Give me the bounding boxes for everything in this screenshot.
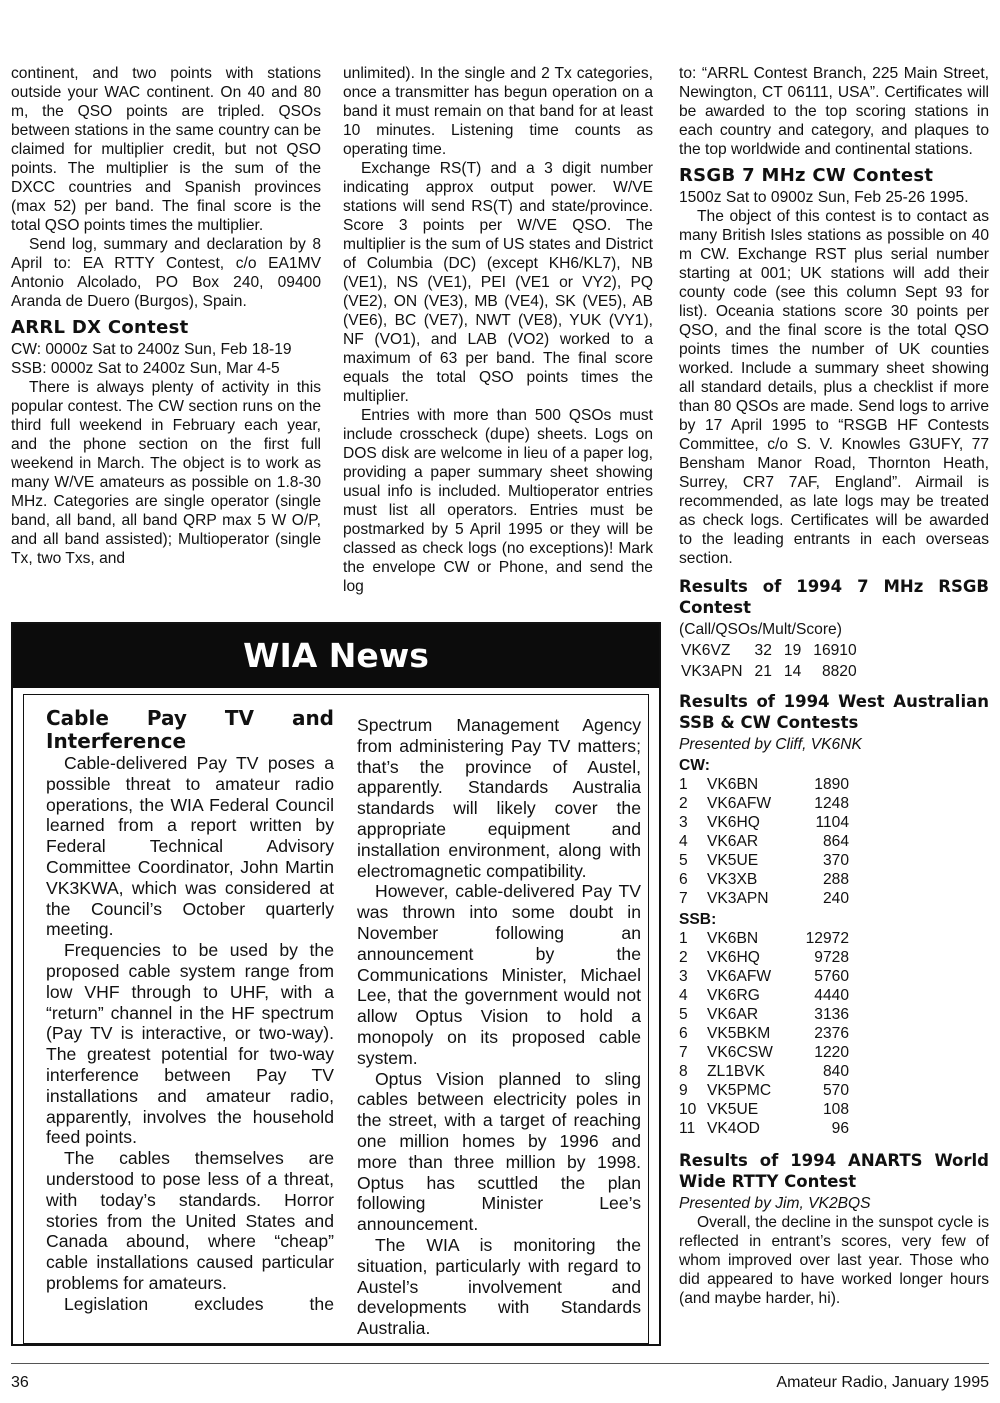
paragraph: to: “ARRL Contest Branch, 225 Main Street, Newington, CT 06111, USA”. Certificates will be awarded to the top scoring stations in each country and category, and plaques to the top worldwide and continental stations. <box>679 65 989 158</box>
cw-label: CW: <box>679 757 710 774</box>
column-1 <box>11 64 321 568</box>
rsgb-results-table <box>679 639 869 683</box>
call: VK3XB <box>707 871 758 888</box>
score: 5760 <box>814 968 849 985</box>
score: 9728 <box>814 949 849 966</box>
presenter-line: Presented by Jim, VK2BQS <box>679 1195 871 1212</box>
ssb-results-table <box>679 929 849 1138</box>
score: 288 <box>822 871 849 888</box>
table-row <box>679 929 849 948</box>
paragraph: Legislation excludes the <box>64 1293 334 1314</box>
table-row <box>681 641 867 660</box>
call: ZL1BVK <box>707 1063 766 1080</box>
wia-news-inner-frame <box>23 694 649 1344</box>
call: VK4OD <box>707 1120 760 1137</box>
rank: 4 <box>679 987 688 1004</box>
table-row <box>679 870 849 889</box>
paragraph: Spectrum Management Agency from administering Pay TV matters; that’s the province of Austel, apparently. Standards Australia standards will likely cover the appropriate equipment and installation environment, along with electromagnetic compatibility. <box>357 715 641 881</box>
rank: 11 <box>679 1120 696 1137</box>
wia-news-banner: WIA News <box>13 624 659 688</box>
rank: 4 <box>679 833 688 850</box>
paragraph: Optus Vision planned to sling cables between electricity poles in the street, with a target of reaching one million homes by 1996 and more than three million by 1998. Optus has scuttled the plan following Minister Lee’s announcement. <box>357 1068 641 1235</box>
call: VK5BKM <box>707 1025 771 1042</box>
score: 370 <box>822 852 849 869</box>
call: VK5UE <box>707 852 759 869</box>
call: VK6AFW <box>707 968 772 985</box>
paragraph: Send log, summary and declaration by 8 April to: EA RTTY Contest, c/o EA1MV Antonio Alcolado, PO Box 240, 09400 Aranda de Duero (Burgos), Spain. <box>11 236 321 310</box>
rank: 8 <box>679 1063 688 1080</box>
table-row <box>679 1024 849 1043</box>
paragraph: Cable-delivered Pay TV poses a possible threat to amateur radio operations, the WIA Federal Council learned from a report written by Federal Technical Advisory Committee Coordinator, John Martin VK3KWA, which was considered at the Council’s October quarterly meeting. <box>46 753 334 940</box>
rank: 1 <box>679 930 688 947</box>
results-heading: Results of 1994 ANARTS World Wide RTTY Contest <box>679 1151 989 1191</box>
ssb-label: SSB: <box>679 911 717 928</box>
rank: 6 <box>679 1025 688 1042</box>
rank: 7 <box>679 1044 688 1061</box>
table-row <box>679 967 849 986</box>
call: VK6CSW <box>707 1044 773 1061</box>
rank: 2 <box>679 949 688 966</box>
wia-news-box <box>11 622 661 1346</box>
call: VK6HQ <box>707 949 760 966</box>
paragraph: Exchange RS(T) and a 3 digit number indicating approx output power. W/VE stations will send RS(T) and state/province. Score 3 points per W/VE QSO. The multiplier is the sum of US states and District of Columbia (DC) (except KH6/KL7), NB (VE1), NS (VE1), PEI (VE1 or VY2), PQ (VE2), ON (VE3), MB (VE4), SK (VE5), AB (VE6), BC (VE7), NWT (VE8), YUK (VY1), NF (VO1), and LAB (VO2) worked to a maximum of 63 per band. The final score equals the total QSO points times the multiplier. <box>343 160 653 405</box>
rank: 3 <box>679 814 688 831</box>
score: 4440 <box>814 987 849 1004</box>
call: VK3APN <box>681 663 743 680</box>
call: VK6AFW <box>707 795 772 812</box>
score: 1248 <box>814 795 849 812</box>
table-row <box>679 1081 849 1100</box>
mult: 19 <box>783 642 802 659</box>
table-row <box>679 1119 849 1138</box>
section-heading: RSGB 7 MHz CW Contest <box>679 165 934 186</box>
score: 3136 <box>814 1006 849 1023</box>
paragraph: The WIA is monitoring the situation, particularly with regard to Austel’s involvement and developments with Standards Australia. <box>357 1234 641 1339</box>
score: 570 <box>822 1082 849 1099</box>
table-row <box>679 832 849 851</box>
score: 864 <box>822 833 849 850</box>
call: VK6BN <box>707 776 759 793</box>
paragraph: However, cable-delivered Pay TV was thrown into some doubt in November following an announcement by the Communications Minister, Michael Lee, that the government would not allow Optus Vision to hold a monopoly on its proposed cable system. <box>357 881 641 1068</box>
paragraph: continent, and two points with stations outside your WAC continent. On 40 and 80 m, the QSO points are tripled. QSOs between stations in the same country can be claimed for multiplier credit, but not QSO points. The multiplier is the sum of the DXCC countries and Spanish provinces (max 52) per band. The final score is the total QSO points times the multiplier. <box>11 65 321 234</box>
call: VK3APN <box>707 890 769 907</box>
table-row <box>679 1062 849 1081</box>
rank: 7 <box>679 890 688 907</box>
wia-column-1 <box>46 707 334 1315</box>
call: VK6AR <box>707 833 759 850</box>
score: 2376 <box>814 1025 849 1042</box>
table-row <box>679 813 849 832</box>
score: 1220 <box>814 1044 849 1061</box>
score: 108 <box>822 1101 849 1118</box>
paragraph: Overall, the decline in the sunspot cycle is reflected in entrant’s scores, very few of whom improved over last year. Those who did appeared to have worked longer hours (and maybe harder, hi). <box>679 1214 989 1307</box>
table-row <box>679 851 849 870</box>
score: 8820 <box>821 663 857 680</box>
table-row <box>679 889 849 908</box>
article-title: Cable Pay TV and Interference <box>46 706 334 753</box>
schedule-line: 1500z Sat to 0900z Sun, Feb 25-26 1995. <box>679 189 969 206</box>
paragraph: There is always plenty of activity in this popular contest. The CW section runs on the third full weekend in February each year, and the phone section on the first full weekend in March. The object is to work as many W/VE amateurs as possible on 1.8-30 MHz. Categories are single operator (single band, all band, all band QRP max 5 W O/P, and all band assisted); Multioperator (single Tx, two Txs, and <box>11 379 321 567</box>
call: VK6VZ <box>681 642 731 659</box>
table-row <box>679 1005 849 1024</box>
table-row <box>679 1100 849 1119</box>
table-row <box>679 775 849 794</box>
footer-rule <box>11 1363 989 1364</box>
page-number: 36 <box>11 1374 29 1391</box>
call: VK5UE <box>707 1101 759 1118</box>
score: 840 <box>822 1063 849 1080</box>
paragraph: The cables themselves are understood to pose less of a threat, with today’s standards. Horror stories from the United States and Canada abound, where “cheap” cable installations caused particular problems for amateurs. <box>46 1148 334 1293</box>
score: 96 <box>831 1120 849 1137</box>
score: 16910 <box>813 642 857 659</box>
column-3 <box>679 64 989 1308</box>
call: VK6HQ <box>707 814 760 831</box>
cw-results-table <box>679 775 849 908</box>
column-2 <box>343 64 653 596</box>
paragraph: Frequencies to be used by the proposed cable system range from low VHF through to UHF, with a “return” channel in the HF spectrum (Pay TV is interactive, or two-way). The greatest potential for two-way interference between Pay TV installations and amateur radio, apparently, involves the household feed points. <box>46 940 334 1148</box>
publication-footer: Amateur Radio, January 1995 <box>776 1374 989 1391</box>
paragraph: unlimited). In the single and 2 Tx categories, once a transmitter has begun operation on a band it must remain on that band for at least 10 minutes. Listening time counts as operating time. <box>343 65 653 158</box>
paragraph: The object of this contest is to contact as many British Isles stations as possible on 40 m CW. Exchange RST plus serial number starting at 001; UK stations will add their county code (see this column Sept 93 for list). Oceania stations score 30 points per QSO, and the final score is the total QSO points times the number of UK counties worked. Include a summary sheet showing all standard details, plus a checklist if more than 80 QSOs are made. Send logs to arrive by 17 April 1995 to “RSGB HF Contests Committee, c/o S. V. Knowles G3UFY, 77 Bensham Manor Road, Thornton Heath, Surrey, CR7 7AF, England”. Airmail is recommended, as late logs may be treated as check logs. Certificates will be awarded to the leading entrants in each overseas section. <box>679 208 989 567</box>
rank: 2 <box>679 795 688 812</box>
rank: 9 <box>679 1082 688 1099</box>
table-row <box>679 986 849 1005</box>
qsos: 21 <box>754 663 772 680</box>
table-row <box>681 662 867 681</box>
section-heading: ARRL DX Contest <box>11 317 189 338</box>
call: VK6AR <box>707 1006 759 1023</box>
score: 12972 <box>805 930 849 947</box>
call: VK6RG <box>707 987 760 1004</box>
table-row <box>679 794 849 813</box>
table-row <box>679 948 849 967</box>
rank: 5 <box>679 1006 688 1023</box>
qsos: 32 <box>754 642 772 659</box>
rank: 6 <box>679 871 688 888</box>
score: 240 <box>822 890 849 907</box>
results-heading: Results of 1994 West Australian SSB & CW Contests <box>679 692 989 732</box>
call: VK6BN <box>707 930 759 947</box>
score: 1890 <box>814 776 849 793</box>
call: VK5PMC <box>707 1082 772 1099</box>
rank: 5 <box>679 852 688 869</box>
schedule-line: CW: 0000z Sat to 2400z Sun, Feb 18-19 <box>11 341 292 358</box>
rank: 1 <box>679 776 688 793</box>
table-row <box>679 1043 849 1062</box>
score: 1104 <box>815 814 849 831</box>
paragraph: Entries with more than 500 QSOs must include crosscheck (dupe) sheets. Logs on DOS disk are welcome in lieu of a paper log, providing a paper summary sheet showing usual info is included. Multioperator entries must list all operators. Entries must be postmarked by 5 April 1995 or they will be classed as check logs (no exceptions)! Mark the envelope CW or Phone, and send the log <box>343 407 653 595</box>
wia-column-2 <box>357 715 641 1339</box>
schedule-line: SSB: 0000z Sat to 2400z Sun, Mar 4-5 <box>11 360 280 377</box>
rank: 10 <box>679 1101 697 1118</box>
rank: 3 <box>679 968 688 985</box>
presenter-line: Presented by Cliff, VK6NK <box>679 736 862 753</box>
results-heading: Results of 1994 7 MHz RSGB Contest <box>679 577 989 617</box>
mult: 14 <box>783 663 802 680</box>
results-header: (Call/QSOs/Mult/Score) <box>679 621 842 638</box>
